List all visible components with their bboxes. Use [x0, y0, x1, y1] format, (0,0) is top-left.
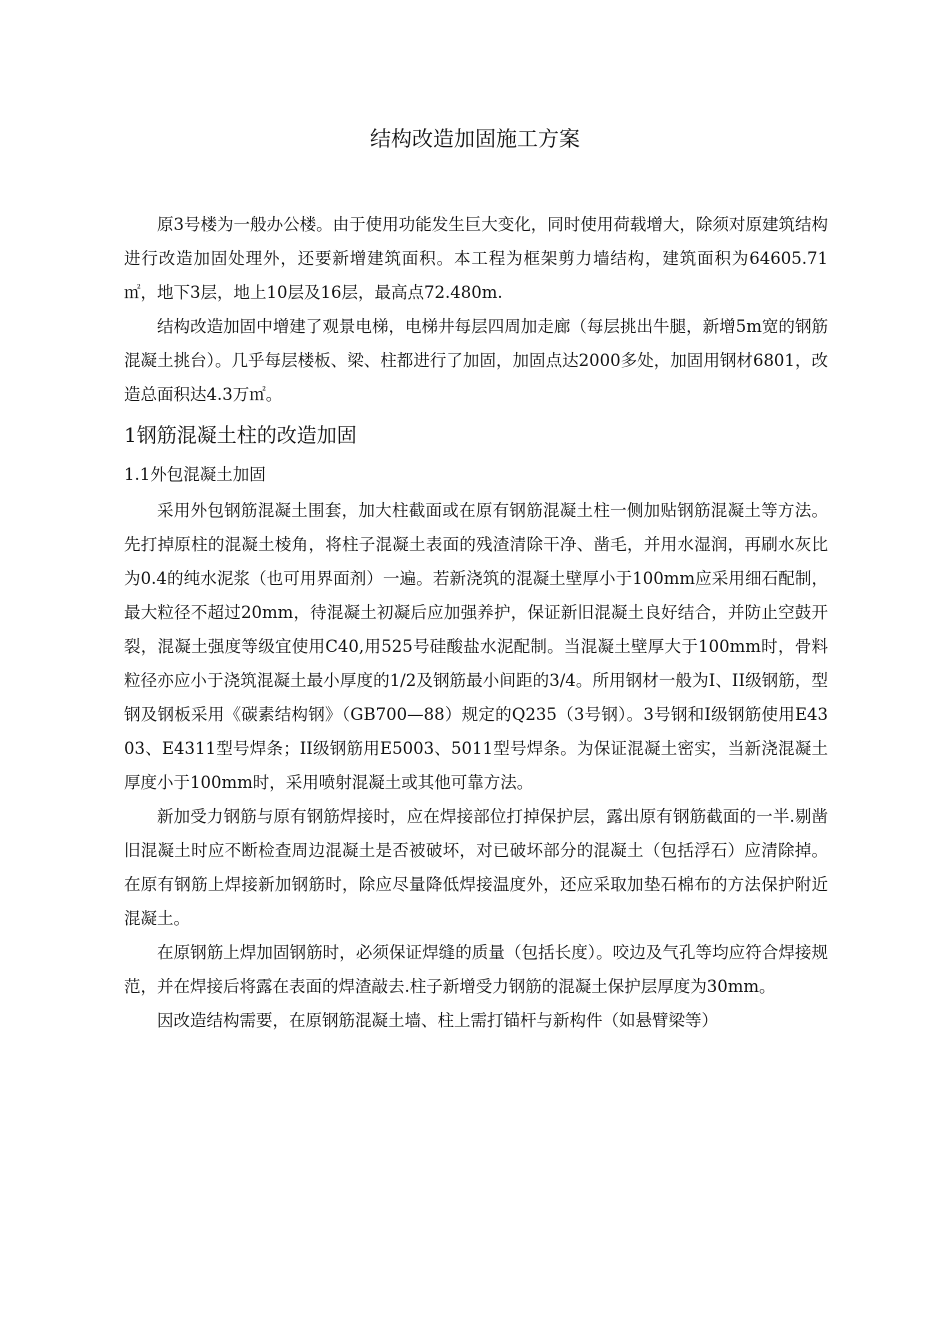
- body-paragraph: 采用外包钢筋混凝土围套，加大柱截面或在原有钢筋混凝土柱一侧加贴钢筋混凝土等方法。先打掉原柱的混凝土棱角，将柱子混凝土表面的残渣清除干净、凿毛，并用水湿润，再刷水灰比为0.4的纯水泥浆（也可用界面剂）一遍。若新浇筑的混凝土壁厚小于100mm应采用细石配制，最大粒径不超过20mm，待混凝土初凝后应加强养护，保证新旧混凝土良好结合，并防止空鼓开裂，混凝土强度等级宜使用C40,用525号硅酸盐水泥配制。当混凝土壁厚大于100mm时，骨料粒径亦应小于浇筑混凝土最小厚度的1/2及钢筋最小间距的3/4。所用钢材一般为I、II级钢筋，型钢及钢板采用《碳素结构钢》（GB700—88）规定的Q235（3号钢）。3号钢和I级钢筋使用E4303、E4311型号焊条；II级钢筋用E5003、5011型号焊条。为保证混凝土密实，当新浇混凝土厚度小于100mm时，采用喷射混凝土或其他可靠方法。: [124, 501, 828, 792]
- body-paragraph: 在原钢筋上焊加固钢筋时，必须保证焊缝的质量（包括长度）。咬边及气孔等均应符合焊接规范，并在焊接后将露在表面的焊渣敲去.柱子新增受力钢筋的混凝土保护层厚度为30mm。: [124, 943, 828, 996]
- section-heading: 1钢筋混凝土柱的改造加固: [124, 423, 357, 447]
- subsection-heading: 1.1外包混凝土加固: [124, 465, 266, 484]
- document-title: 结构改造加固施工方案: [370, 127, 580, 151]
- intro-paragraph: 结构改造加固中增建了观景电梯，电梯井每层四周加走廊（每层挑出牛腿，新增5m宽的钢筋混凝土挑台）。几乎每层楼板、梁、柱都进行了加固，加固点达2000多处，加固用钢材6801，改造总面积达4.3万㎡。: [124, 317, 828, 404]
- body-paragraph: 因改造结构需要，在原钢筋混凝土墙、柱上需打锚杆与新构件（如悬臂梁等）: [157, 1011, 718, 1030]
- document-body: [124, 208, 828, 1038]
- intro-paragraph: 原3号楼为一般办公楼。由于使用功能发生巨大变化，同时使用荷载增大，除须对原建筑结构进行改造加固处理外，还要新增建筑面积。本工程为框架剪力墙结构，建筑面积为64605.71㎡，地下3层，地上10层及16层，最高点72.480m.: [124, 215, 828, 302]
- body-paragraph: 新加受力钢筋与原有钢筋焊接时，应在焊接部位打掉保护层，露出原有钢筋截面的一半.剔凿旧混凝土时应不断检查周边混凝土是否被破坏，对已破坏部分的混凝土（包括浮石）应清除掉。在原有钢筋上焊接新加钢筋时，除应尽量降低焊接温度外，还应采取加垫石棉布的方法保护附近混凝土。: [124, 807, 828, 928]
